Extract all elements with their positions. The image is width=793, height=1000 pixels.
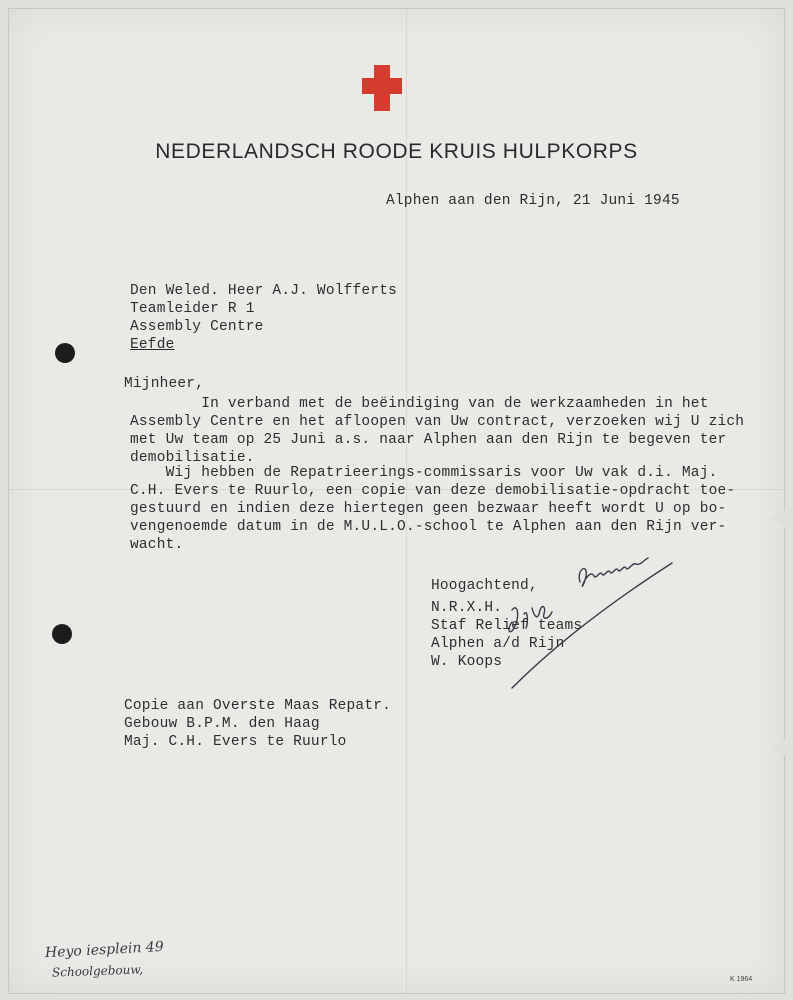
body-line: In verband met de beëindiging van de werkzaamheden in het [130, 396, 709, 412]
body-line: C.H. Evers te Ruurlo, een copie van deze demobilisatie-opdracht toe- [130, 483, 736, 499]
handwritten-signature [490, 540, 690, 695]
body-line: Wij hebben de Repatrieerings-commissaris voor Uw vak d.i. Maj. [130, 465, 718, 481]
handwritten-note: Heyo iesplein 49 [44, 938, 165, 962]
closing-signatory: W. Koops [431, 654, 503, 670]
body-line: gestuurd en indien deze hiertegen geen bezwaar heeft wordt U op bo- [130, 501, 727, 517]
copy-line: Maj. C.H. Evers te Ruurlo [124, 734, 347, 750]
copy-line: Gebouw B.P.M. den Haag [124, 716, 320, 732]
body-line: wacht. [130, 537, 184, 553]
body-line: met Uw team op 25 Juni a.s. naar Alphen aan den Rijn te begeven ter [130, 432, 727, 448]
archive-reference: K 1964 [730, 976, 753, 983]
organization-name: NEDERLANDSCH ROODE KRUIS HULPKORPS [155, 140, 638, 163]
recipient-title: Teamleider R 1 [130, 301, 255, 317]
recipient-city: Eefde [130, 337, 175, 353]
closing-greeting: Hoogachtend, [431, 578, 538, 594]
handwritten-note: Schoolgebouw, [51, 962, 144, 980]
copy-line: Copie aan Overste Maas Repatr. [124, 698, 392, 714]
punch-hole [52, 624, 72, 644]
closing-place: Alphen a/d Rijn [431, 636, 565, 652]
closing-org: N.R.X.H. [431, 600, 503, 616]
place-date: Alphen aan den Rijn, 21 Juni 1945 [386, 193, 680, 209]
closing-dept: Staf Relief teams [431, 618, 583, 634]
recipient-org: Assembly Centre [130, 319, 264, 335]
salutation: Mijnheer, [124, 376, 205, 392]
red-cross-logo [356, 55, 412, 111]
body-line: vengenoemde datum in de M.U.L.O.-school te Alphen aan den Rijn ver- [130, 519, 727, 535]
body-line: Assembly Centre en het afloopen van Uw contract, verzoeken wij U zich [130, 414, 745, 430]
punch-hole [55, 343, 75, 363]
body-line: demobilisatie. [130, 450, 255, 466]
recipient-name: Den Weled. Heer A.J. Wolfferts [130, 283, 398, 299]
